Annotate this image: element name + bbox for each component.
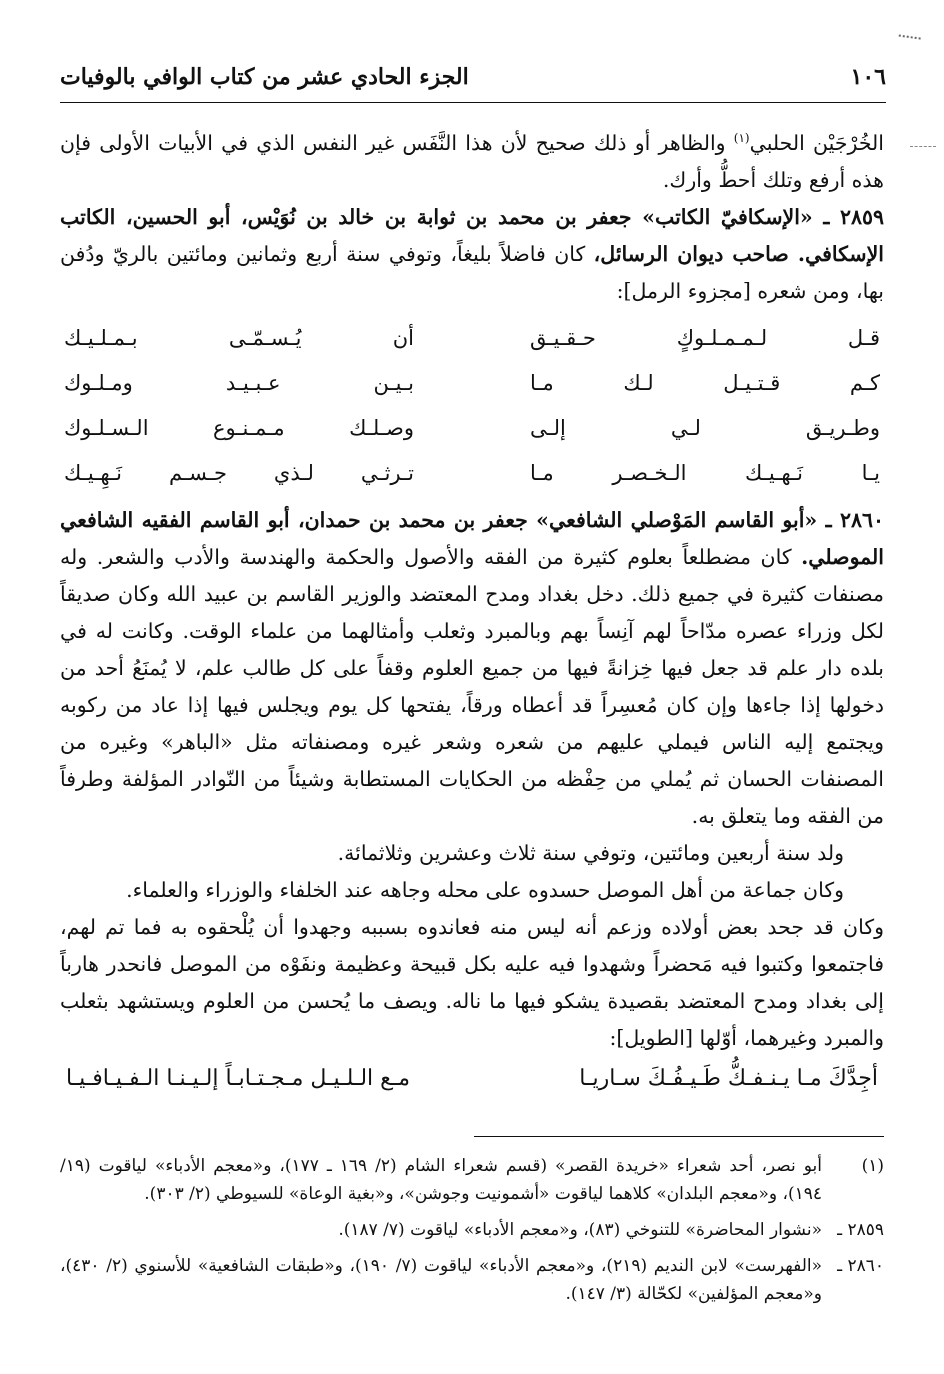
- verse-second-half: تـرثـي لـذي جـسـم نَـهِـيـك: [64, 460, 414, 485]
- page-header: [60, 62, 886, 103]
- footnote: [60, 1216, 884, 1244]
- verse-first-half: وطـريـق لـي إلـى: [530, 415, 880, 440]
- entry-heading: ٢٨٦٠ ـ «أبو القاسم المَوْصلي الشافعي» جعفر بن محمد بن حمدان، أبو القاسم الفقيه الشافعي الموصلي.: [60, 507, 884, 569]
- poem-block: [60, 316, 884, 496]
- verse-second-half: وصـلـك مـمـنـوع الـسـلـوك: [64, 415, 414, 440]
- poem-verse: [60, 1057, 884, 1101]
- poem-verse: [60, 316, 884, 361]
- poem-verse: [60, 451, 884, 496]
- verse-second-half: مـع الـلـيـل مـجـتـابـاً إلـيـنـا الـفـيـافـيـا: [66, 1065, 411, 1091]
- margin-mark-icon: [910, 146, 936, 147]
- page-number: ١٠٦: [850, 64, 886, 90]
- paragraph-disowning: وكان قد جحد بعض أولاده وزعم أنه ليس منه فعاندوه بسببه وجهدوا أن يُلْحقوه به فما تم لهم، فاجتمعوا وكتبوا فيه مَحضراً وشهدوا فيه عليه بكل قبيحة وعظيمة ونفَوْه من الموصل فانحدر هارباً إلى بغداد ومدح المعتضد بقصيدة يشكو فيها ما ناله. ويصف ما يُحسن من العلوم ويستشهد بثعلب والمبرد وغيرهما، أوّلها [الطويل]:: [60, 914, 884, 1050]
- entry-text: كان مضطلعاً بعلوم كثيرة من الفقه والأصول والحكمة والهندسة والأدب والشعر. وله مصنفات كثيرة في جميع ذلك. دخل بغداد ومدح المعتضد والوزير القاسم بن عبيد الله وكان صديقاً لكل وزراء عصره مدّاحاً لهم آنِساً بهم وبالمبرد وثعلب وأمثالهما من علماء الوقت. وكانت له في بلده دار علم قد جعل فيها خِزانةً فيها من جميع العلوم وقفاً على كل طالب علم، لا يُمنَعُ أحد من دخولها إذا جاءها وإن كان مُعسِراً قد أعطاه ورقاً، يفتحها كل يوم ويجلس فيها إذا عاد من ركوبه ويجتمع إليه الناس فيملي عليهم من شعره وشعر غيره ومصنفاته مثل «الباهر» وغيره من المصنفات الحسان ثم يُملي من حِفْظه من الحكايات المستطابة وشيئاً من النّوادر المؤلفة وطرفاً من الفقه وما يتعلق به.: [60, 544, 884, 828]
- verse-first-half: قـل لـمـمـلـوكٍ حـقـيـق: [530, 325, 880, 350]
- footnotes: [60, 1152, 884, 1316]
- entry-text: كان فاضلاً بليغاً، وتوفي سنة أربع وثمانين ومائتين بالريّ ودُفن بها، ومن شعره [مجزوء الرمل]:: [60, 241, 884, 303]
- running-title: الجزء الحادي عشر من كتاب الوافي بالوفيات: [60, 64, 469, 90]
- entry-2859: [60, 199, 884, 310]
- entry-2860: [60, 502, 884, 835]
- entry-heading: ٢٨٥٩ ـ «الإسكافيّ الكاتب» جعفر بن محمد بن ثوابة بن خالد بن نُوَيْس، أبو الحسين، الكاتب الإسكافي. صاحب ديوان الرسائل،: [60, 204, 884, 266]
- footnote: [60, 1252, 884, 1308]
- footnote-ref[interactable]: (١): [733, 131, 750, 145]
- main-text: [60, 120, 884, 1101]
- footnote: [60, 1152, 884, 1208]
- scan-speck-icon: [897, 35, 920, 50]
- footnote-text: «نشوار المحاضرة» للتنوخي (٨٣)، و«معجم الأدباء» لياقوت (٧/ ١٨٧).: [338, 1220, 822, 1240]
- poem-verse: [60, 361, 884, 406]
- verse-first-half: يـا نَـهـيـك الـخـصـر مـا: [530, 460, 880, 485]
- verse-first-half: كـم قـتـيـل لـك مـا: [530, 370, 880, 395]
- footnote-mark: (١): [861, 1156, 884, 1176]
- verse-second-half: أن يُـسـمّـى بـمـلـيـك: [64, 325, 414, 350]
- footnote-mark: ٢٨٥٩ ـ: [837, 1220, 884, 1240]
- footnote-divider: [474, 1136, 884, 1137]
- verse-first-half: أجِدَّكَ مـا يـنـفـكُّ طَـيـفُـكَ سـاريـا: [579, 1065, 878, 1091]
- paragraph-birth: ولد سنة أربعين ومائتين، وتوفي سنة ثلاث وعشرين وثلاثمائة.: [337, 840, 844, 865]
- verse-second-half: بـيـن عـبـيـد ومـلـوك: [64, 370, 414, 395]
- paragraph-envy: وكان جماعة من أهل الموصل حسدوه على محله وجاهه عند الخلفاء والوزراء والعلماء.: [126, 877, 844, 902]
- footnote-text: «الفهرست» لابن النديم (٢١٩)، و«معجم الأدباء» لياقوت (٧/ ١٩٠)، و«طبقات الشافعية» للأسنوي (٢/ ٤٣٠)، و«معجم المؤلفين» لكحّالة (٣/ ١٤٧).: [60, 1256, 822, 1304]
- paragraph-continuation: الخُرْجَيْن الحلبي$^{(١)}$ والظاهر أو ذلك صحيح لأن هذا النَّفَس غير النفس الذي في الأبيات الأولى فإن هذه أرفع وتلك أحطُّ وأرك.: [60, 130, 884, 192]
- footnote-mark: ٢٨٦٠ ـ: [837, 1256, 884, 1276]
- poem-verse: [60, 406, 884, 451]
- footnote-text: أبو نصر، أحد شعراء «خريدة القصر» (قسم شعراء الشام (٢/ ١٦٩ ـ ١٧٧)، و«معجم الأدباء» لياقوت (١٩/ ١٩٤)، و«معجم البلدان» كلاهما لياقوت «أشمونيت وجوشن»، و«بغية الوعاة» للسيوطي (٢/ ٣٠٣).: [60, 1156, 822, 1204]
